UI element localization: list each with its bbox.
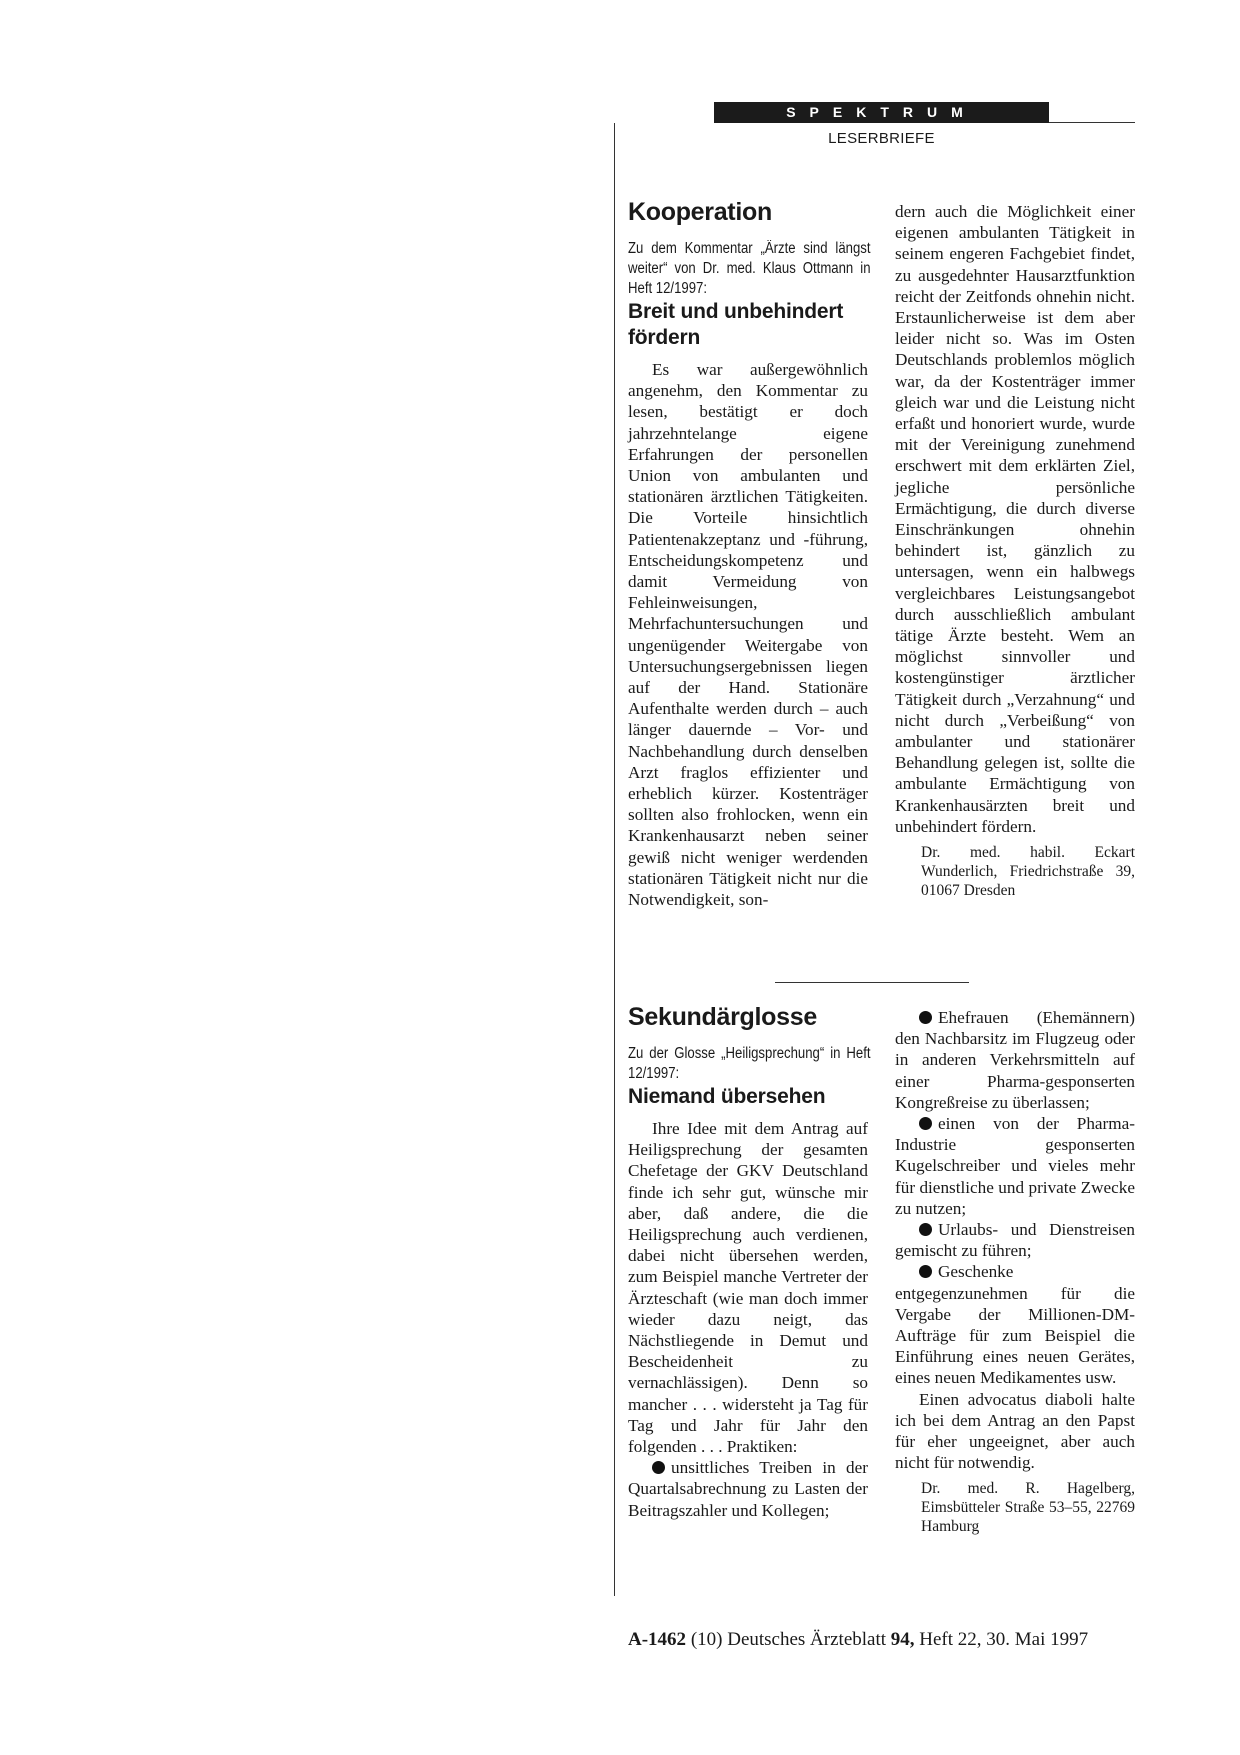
column-divider [614, 123, 615, 1596]
article2-bullet-1: unsittliches Treiben in der Quartalsabrechnung zu Lasten der Beitragszahler und Kollegen; [628, 1458, 868, 1520]
header-rule [1049, 122, 1135, 123]
page-number: A-1462 [628, 1629, 687, 1650]
article2-bullet-2: Ehefrauen (Ehemännern) den Nachbarsitz im Flugzeug oder in anderen Verkehrsmitteln auf einer Pharma-gesponserten Kongreßreise zu überlassen; [895, 1008, 1135, 1112]
article1-column2 [895, 201, 1135, 900]
bullet-icon [919, 1223, 932, 1236]
article2-title: Sekundärglosse [628, 1003, 817, 1031]
article2-body: Ihre Idee mit dem Antrag auf Heiligsprechung der gesamten Chefetage der GKV Deutschland finde ich sehr gut, wünsche mir aber, daß andere, die die Heiligsprechung auch verdienen, dabei nicht übersehen werden, zum Beispiel manche Vertreter der Ärzteschaft (wie man doch immer wieder dazu neigt, das Nächstliegende in Demut und Bescheidenheit zu vernachlässigen). Denn so mancher . . . widersteht ja Tag für Tag und Jahr für Jahr den folgenden . . . Praktiken: [628, 1119, 868, 1457]
page-footer [628, 1629, 1088, 1651]
article2-bullet-5: Geschenke entgegenzunehmen für die Vergabe der Millionen-DM-Aufträge für zum Beispiel die Einführung eines neuen Gerätes, eines neuen Medikamentes usw. [895, 1262, 1135, 1388]
bullet-icon [919, 1265, 932, 1278]
issue-prefix: (10) Deutsches Ärzteblatt [690, 1629, 887, 1650]
section-label: LESERBRIEFE [828, 130, 935, 147]
article1-body-part2: dern auch die Möglichkeit einer eigenen ambulanten Tätigkeit in seinem engeren Fachgebiet findet, zu ausgedehnter Hausarztfunktion reicht der Zeitfonds ohnehin nicht. Erstaunlicherweise ist dem aber leider nicht so. Was im Osten Deutschlands problemlos möglich war, da der Kostenträger immer gleich war und die Leistung nicht erfaßt und honoriert wurde, wurde mit der Vereinigung zunehmend erschwert mit dem erklärten Ziel, jegliche persönliche Ermächtigung, die durch diverse Einschränkungen ohnehin behindert ist, gänzlich zu untersagen, wenn ein halbwegs vergleichbares Leistungsangebot durch ausschließlich ambulant tätige Ärzte besteht. Wem an möglichst sinnvoller und kostengünstiger ärztlicher Tätigkeit durch „Verzahnung“ und nicht durch „Verbeißung“ von ambulanter und stationärer Behandlung gelegen ist, sollte die ambulante Ermächtigung von Krankenhausärzten breit und unbehindert fördern. [895, 202, 1135, 836]
bullet-icon [652, 1461, 665, 1474]
article2-column1 [628, 1002, 871, 1521]
article1-signature: Dr. med. habil. Eckart Wunderlich, Friedrichstraße 39, 01067 Dresden [921, 844, 1135, 900]
spectrum-label: SPEKTRUM [786, 104, 977, 120]
article1-reference: Zu dem Kommentar „Ärzte sind längst weiter“ von Dr. med. Klaus Ottmann in Heft 12/1997: [628, 240, 871, 297]
article2-closing: Einen advocatus diaboli halte ich bei dem Antrag an den Papst für eher ungeeignet, aber auch nicht für notwendig. [895, 1389, 1135, 1473]
article2-column2 [895, 1007, 1135, 1536]
article1-column1 [628, 197, 871, 910]
article2-bullet-3: einen von der Pharma-Industrie gesponserten Kugelschreiber und vieles mehr für dienstliche und private Zwecke zu nutzen; [895, 1114, 1135, 1218]
article-separator [775, 982, 969, 983]
volume-number: 94, [890, 1629, 915, 1650]
article2-reference: Zu der Glosse „Heiligsprechung“ in Heft 12/1997: [628, 1045, 871, 1082]
article2-signature: Dr. med. R. Hagelberg, Eimsbütteler Straße 53–55, 22769 Hamburg [921, 1480, 1135, 1536]
article2-bullet-4: Urlaubs- und Dienstreisen gemischt zu führen; [895, 1220, 1135, 1261]
issue-suffix: Heft 22, 30. Mai 1997 [919, 1629, 1089, 1650]
article1-body-part1: Es war außergewöhnlich angenehm, den Kommentar zu lesen, bestätigt er doch jahrzehntelange eigene Erfahrungen der personellen Union von ambulanten und stationären ärztlichen Tätigkeiten. Die Vorteile hinsichtlich Patientenakzeptanz und -führung, Entscheidungskompetenz und damit Vermeidung von Fehleinweisungen, Mehrfachuntersuchungen und ungenügender Weitergabe von Untersuchungsergebnissen liegen auf der Hand. Stationäre Aufenthalte werden durch – auch länger dauernde – Vor- und Nachbehandlung durch denselben Arzt fraglos effizienter und erheblich kürzer. Kostenträger sollten also frohlocken, wenn ein Krankenhausarzt neben seiner gewiß nicht weniger werdenden stationären Tätigkeit nicht nur die Notwendigkeit, son- [628, 360, 868, 910]
bullet-icon [919, 1117, 932, 1130]
section-header-bar [714, 102, 1049, 123]
article2-subtitle: Niemand übersehen [628, 1085, 826, 1108]
article1-title: Kooperation [628, 198, 772, 226]
bullet-icon [919, 1011, 932, 1024]
article1-subtitle: Breit und unbehindert fördern [628, 300, 844, 349]
